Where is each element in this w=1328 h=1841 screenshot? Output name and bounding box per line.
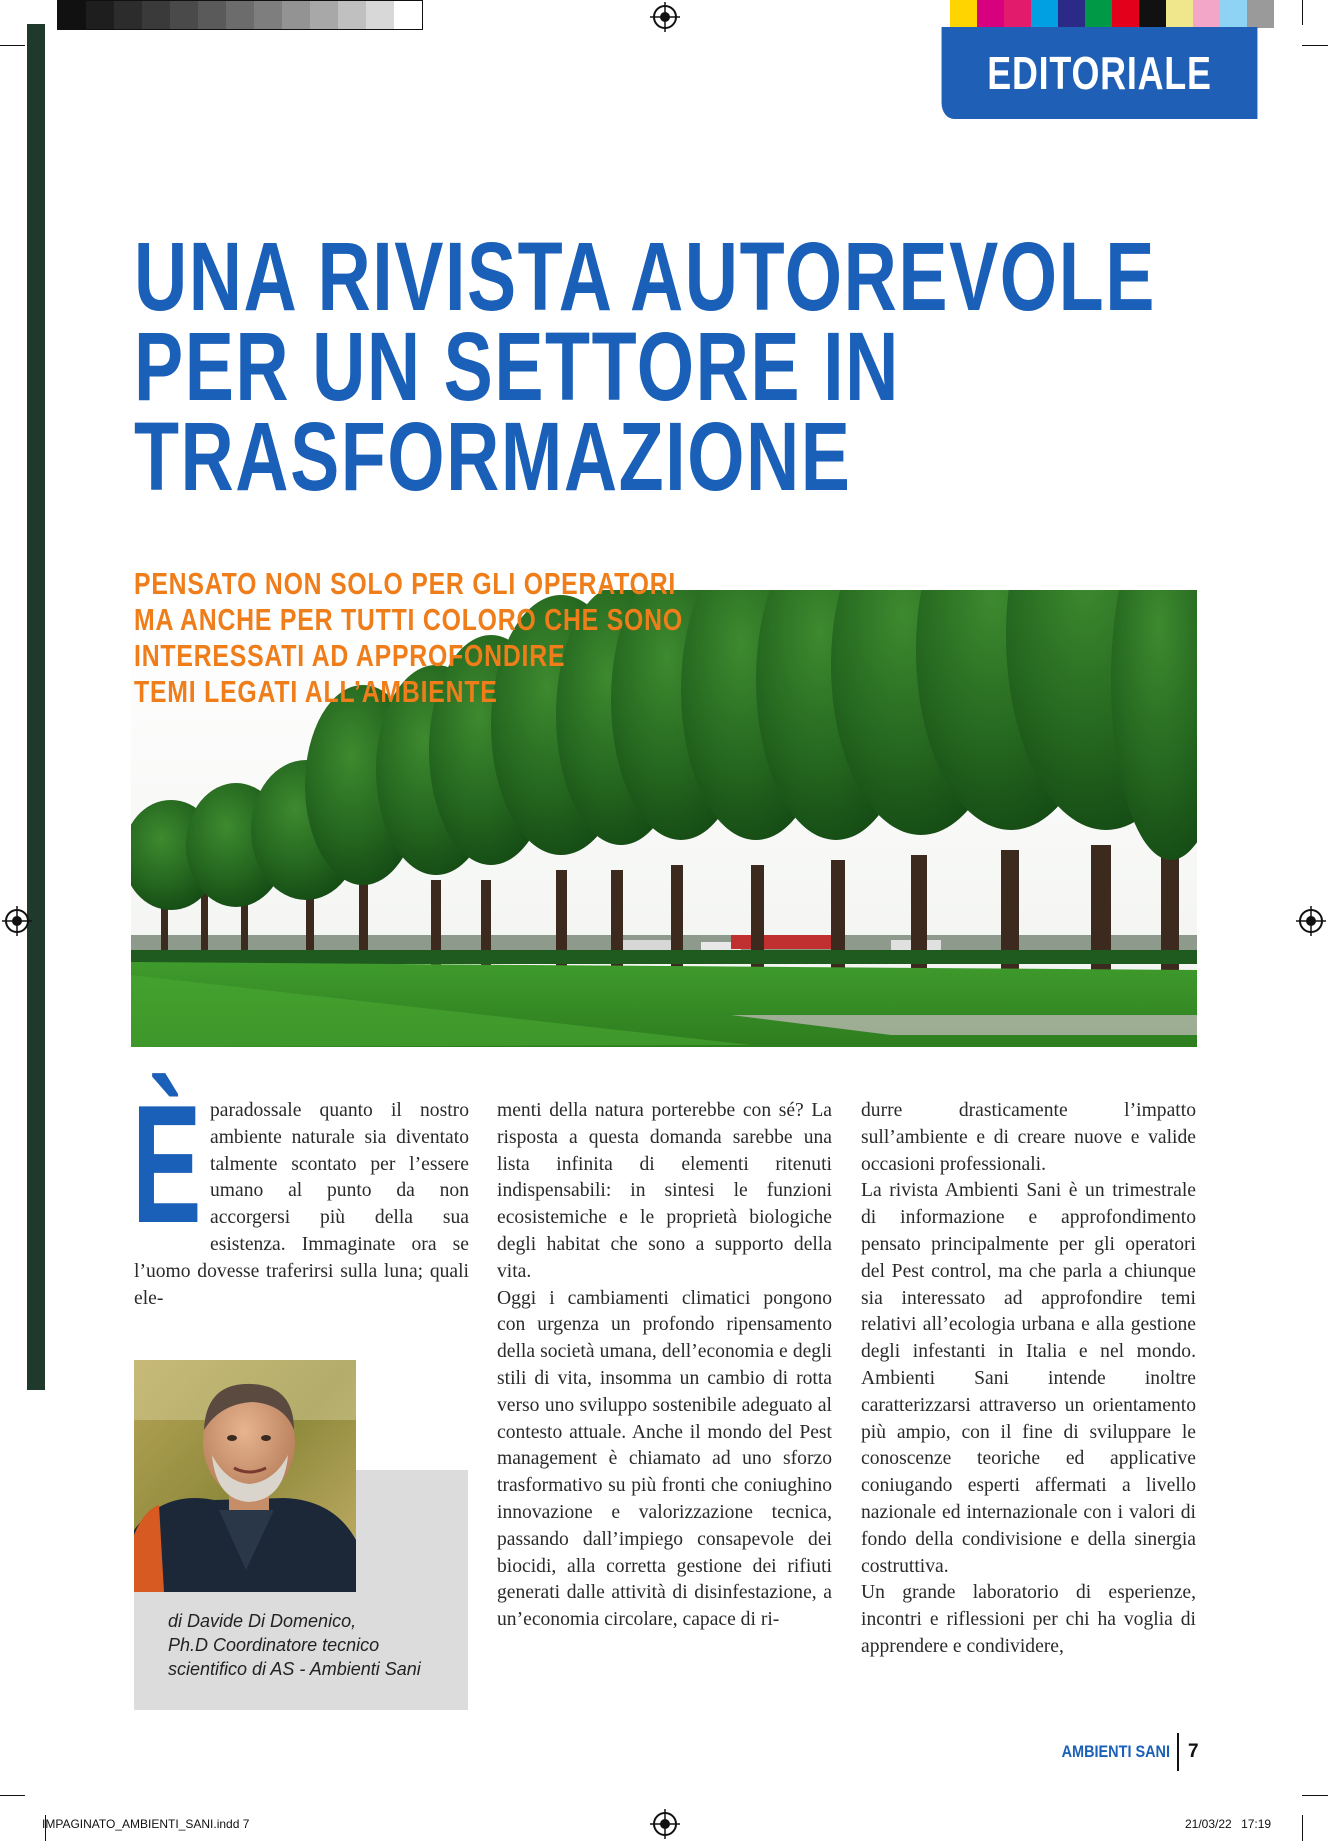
magazine-name: AMBIENTI SANI — [1061, 1742, 1170, 1761]
crop-mark — [1302, 1815, 1303, 1841]
article-paragraph: La rivista Ambienti Sani è un trimestrale di informazione e approfondimento pensato principalmente per gli operatori del Pest control, ma che parla a chiunque sia interessato ad approfondire temi relativi all’ecologia urbana e alla gestione degli infestanti in Italia e nel mondo. Ambienti Sani intende inoltre caratterizzarsi attraverso un orientamento più ampio, con il fine di sviluppare le conoscenze teoriche ed applicative coniugando esperti affermati a livello nazionale ed internazionale con i valori di fondo della condivisione e della sinergia costruttiva. — [861, 1180, 1196, 1577]
article-headline — [134, 222, 1156, 511]
indesign-slug: IMPAGINATO_AMBIENTI_SANI.indd 7 — [42, 1817, 250, 1831]
print-time: 17:19 — [1241, 1817, 1272, 1831]
article-column-3 — [861, 1098, 1196, 1661]
color-swatch — [1031, 0, 1058, 28]
article-subtitle — [134, 566, 694, 710]
grayscale-swatch — [114, 1, 142, 29]
grayscale-swatch — [394, 1, 422, 29]
crop-mark — [1302, 0, 1303, 25]
footer-divider — [1177, 1733, 1179, 1771]
author-portrait-photo — [134, 1360, 356, 1592]
grayscale-swatch — [282, 1, 310, 29]
color-swatch — [977, 0, 1004, 28]
headline-line: PER UN SETTORE IN — [134, 312, 900, 421]
article-column-1 — [132, 1070, 469, 1312]
color-swatch — [1166, 0, 1193, 28]
crop-mark — [0, 1795, 25, 1796]
color-calibration-bar — [950, 0, 1274, 28]
section-tab-editoriale: EDITORIALE — [942, 27, 1258, 119]
grayscale-swatch — [254, 1, 282, 29]
color-swatch — [1112, 0, 1139, 28]
grayscale-swatch — [170, 1, 198, 29]
registration-mark-icon — [1296, 906, 1326, 936]
author-role: Ph.D Coordinatore tecnico — [168, 1635, 380, 1655]
article-paragraph: durre drasticamente l’impatto sull’ambiente e di creare nuove e valide occasioni professionali. — [861, 1100, 1196, 1175]
grayscale-swatch — [366, 1, 394, 29]
author-byline — [168, 1609, 458, 1681]
grayscale-swatch — [226, 1, 254, 29]
article-paragraph: paradossale quanto il nostro ambiente naturale sia diventato talmente scontato per l’essere umano al punto da non accorgersi più della sua esistenza. Immaginate ora se l’uomo dovesse traferirsi sulla luna; quali ele- — [134, 1100, 469, 1309]
registration-mark-icon — [650, 2, 680, 32]
subtitle-line: TEMI LEGATI ALL’AMBIENTE — [134, 674, 498, 709]
crop-mark — [0, 45, 25, 46]
author-affiliation: scientifico di AS - Ambienti Sani — [168, 1659, 421, 1679]
color-swatch — [950, 0, 977, 28]
article-paragraph: Un grande laboratorio di esperienze, incontri e riflessioni per chi ha voglia di apprendere e condividere, — [861, 1582, 1196, 1657]
article-paragraph: menti della natura porterebbe con sé? La risposta a questa domanda sarebbe una lista infinita di elementi ritenuti indispensabili: in sintesi le funzioni ecosistemiche e le proprietà biologiche degli habitat che sono a supporto della vita. — [497, 1100, 832, 1282]
subtitle-line: MA ANCHE PER TUTTI COLORO CHE SONO — [134, 602, 683, 637]
color-swatch — [1139, 0, 1166, 28]
headline-line: UNA RIVISTA AUTOREVOLE — [134, 222, 1156, 331]
article-column-2 — [497, 1098, 832, 1634]
registration-mark-icon — [650, 1809, 680, 1839]
registration-mark-icon — [2, 906, 32, 936]
color-swatch — [1058, 0, 1085, 28]
grayscale-swatch — [338, 1, 366, 29]
print-timestamp — [1185, 1817, 1271, 1831]
author-name: di Davide Di Domenico, — [168, 1611, 357, 1631]
grayscale-swatch — [86, 1, 114, 29]
color-swatch — [1247, 0, 1274, 28]
page-edge-rule — [27, 24, 45, 1390]
subtitle-line: PENSATO NON SOLO PER GLI OPERATORI — [134, 566, 677, 601]
drop-cap: È — [132, 1070, 202, 1258]
grayscale-swatch — [198, 1, 226, 29]
color-swatch — [1085, 0, 1112, 28]
subtitle-line: INTERESSATI AD APPROFONDIRE — [134, 638, 566, 673]
headline-line: TRASFORMAZIONE — [134, 402, 852, 511]
color-swatch — [1193, 0, 1220, 28]
grayscale-calibration-bar — [57, 0, 423, 30]
color-swatch — [1220, 0, 1247, 28]
color-swatch — [1004, 0, 1031, 28]
print-date: 21/03/22 — [1185, 1817, 1232, 1831]
article-paragraph: Oggi i cambiamenti climatici pongono con urgenza un profondo ripensamento della società umana, dell’economia e degli stili di vita, insomma un cambio di rotta verso uno sviluppo sostenibile adeguato al contesto attuale. Anche il mondo del Pest management è chiamato ad uno sforzo trasformativo su più fronti che coniughino innovazione e valorizzazione tecnica, passando dall’impiego consapevole dei biocidi, alla corretta gestione dei rifiuti generati dalle attività di disinfestazione, a un’economia circolare, capace di ri- — [497, 1287, 832, 1631]
grayscale-swatch — [142, 1, 170, 29]
grayscale-swatch — [58, 1, 86, 29]
page-number: 7 — [1188, 1741, 1199, 1762]
crop-mark — [1302, 1795, 1328, 1796]
crop-mark — [1302, 45, 1328, 46]
grayscale-swatch — [310, 1, 338, 29]
